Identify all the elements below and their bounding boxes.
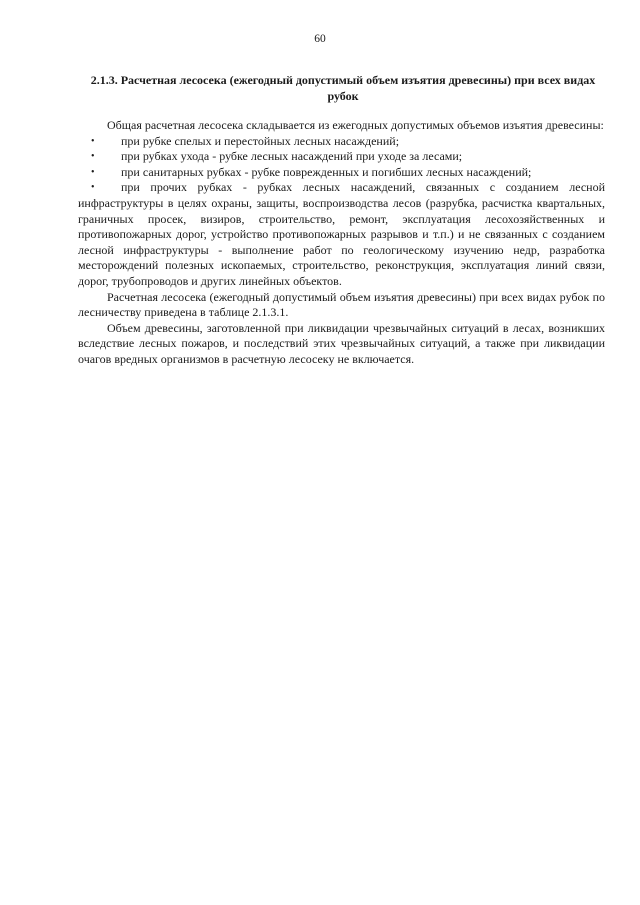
list-item-text: при санитарных рубках - рубке поврежденных и погибших лесных насаждений; xyxy=(121,164,532,179)
bullet-icon: • xyxy=(91,166,95,178)
table-reference-paragraph: Расчетная лесосека (ежегодный допустимый объем изъятия древесины) при всех видах рубок по лесничеству приведена в таблице 2.1.3.1. xyxy=(78,289,605,320)
list-item-text: при прочих рубках - рубках лесных насаждений, связанных с созданием лесной инфраструктуры в целях охраны, защиты, воспроизводства лесов (разрубка, расчистка квартальных, граничных просек, визиров, строительство, ремонт, эксплуатация лесохозяйственных и противопожарных дорог, устройство противопожарных разрывов и т.п.) и не связанных с созданием лесной инфраструктуры - выполнение работ по геологическому изучению недр, разработка месторождений полезных ископаемых, строительство, реконструкция, эксплуатация линий связи, дорог, трубопроводов и других линейных объектов. xyxy=(78,180,605,288)
bullet-icon: • xyxy=(91,135,95,147)
cutting-types-list xyxy=(78,134,605,290)
list-item xyxy=(78,149,605,165)
list-item xyxy=(78,180,605,289)
bullet-icon: • xyxy=(91,182,95,194)
section-body xyxy=(78,118,605,368)
intro-paragraph: Общая расчетная лесосека складывается из ежегодных допустимых объемов изъятия древесины: xyxy=(107,118,604,132)
bullet-icon: • xyxy=(91,151,95,163)
list-item xyxy=(78,165,605,181)
exclusion-paragraph: Объем древесины, заготовленной при ликвидации чрезвычайных ситуаций в лесах, возникших вследствие лесных пожаров, и последствий этих чрезвычайных ситуаций, а также при ликвидации очагов вредных организмов в расчетную лесосеку не включается. xyxy=(78,320,605,366)
list-item xyxy=(78,134,605,150)
list-item-text: при рубке спелых и перестойных лесных насаждений; xyxy=(121,133,400,148)
list-item-text: при рубках ухода - рубке лесных насаждений при уходе за лесами; xyxy=(121,149,463,164)
page-number: 60 xyxy=(314,33,326,45)
section-heading: 2.1.3. Расчетная лесосека (ежегодный допустимый объем изъятия древесины) при всех видах рубок xyxy=(90,73,596,103)
